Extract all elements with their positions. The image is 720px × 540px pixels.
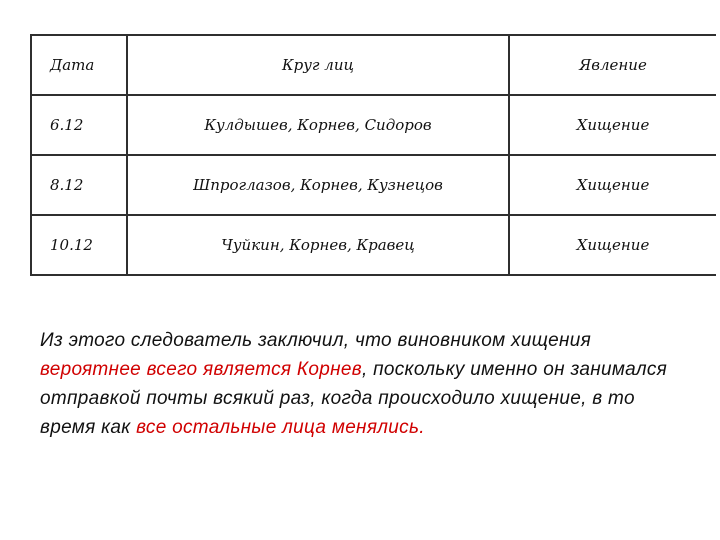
- table-row: [31, 155, 716, 215]
- conclusion-text-2: , поскольку именно он занимался отправкой почты всякий раз, когда происходило хищение, в то время как: [40, 359, 668, 438]
- conclusion-highlight-1: вероятнее всего является Корнев: [40, 359, 362, 380]
- cell-date: 6.12: [31, 95, 127, 155]
- cell-event: Хищение: [509, 155, 716, 215]
- conclusion-paragraph: [40, 326, 690, 442]
- cell-date: 10.12: [31, 215, 127, 275]
- cell-persons: Чуйкин, Корнев, Кравец: [127, 215, 509, 275]
- header-event: Явление: [509, 35, 716, 95]
- header-persons: Круг лиц: [127, 35, 509, 95]
- cell-persons: Шпроглазов, Корнев, Кузнецов: [127, 155, 509, 215]
- conclusion-highlight-2: все остальные лица менялись.: [136, 417, 425, 438]
- table-header-row: [31, 35, 716, 95]
- header-date: Дата: [31, 35, 127, 95]
- table-row: [31, 215, 716, 275]
- cell-date: 8.12: [31, 155, 127, 215]
- cell-event: Хищение: [509, 215, 716, 275]
- conclusion-text-1: Из этого следователь заключил, что виновником хищения: [40, 330, 592, 351]
- evidence-table: [30, 34, 716, 276]
- cell-persons: Кулдышев, Корнев, Сидоров: [127, 95, 509, 155]
- table-row: [31, 95, 716, 155]
- cell-event: Хищение: [509, 95, 716, 155]
